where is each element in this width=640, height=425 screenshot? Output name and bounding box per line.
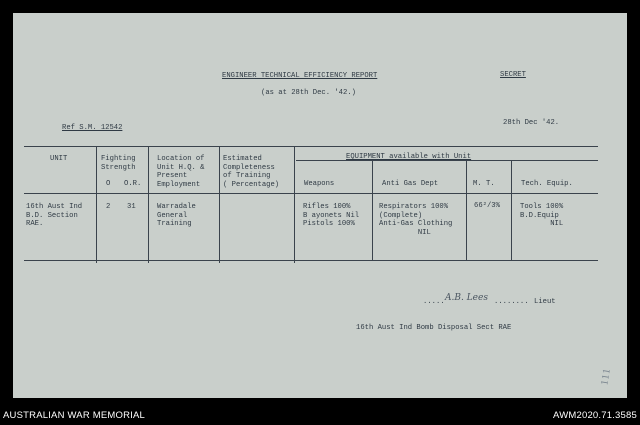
table-top-rule [24,146,598,147]
header-estimated-completeness: Estimated Completeness of Training ( Percentage) [223,155,280,189]
header-fighting-strength: Fighting Strength [101,155,136,172]
header-location: Location of Unit H.Q. & Present Employment [157,155,205,189]
col-divider-1 [96,146,97,263]
footer-institution: AUSTRALIAN WAR MEMORIAL [3,410,146,421]
header-officers: O [106,180,111,188]
col-divider-4 [294,146,295,263]
cell-tech-equip: Tools 100% B.D.Equip NIL [520,203,564,229]
report-date: 28th Dec '42. [503,119,560,127]
col-divider-5 [372,160,373,260]
header-equipment: EQUIPMENT available with Unit [346,153,472,161]
cell-location: Warradale General Training [157,203,196,229]
col-divider-6 [466,160,467,260]
table-bottom-rule [24,260,598,261]
col-divider-2 [148,146,149,263]
cell-other-ranks: 31 [127,203,136,211]
report-title: ENGINEER TECHNICAL EFFICIENCY REPORT [222,72,378,80]
classification-label: SECRET [500,71,526,79]
col-divider-7 [511,160,512,260]
signature-unit: 16th Aust Ind Bomb Disposal Sect RAE [356,324,512,332]
cell-mt: 66²/3% [474,202,500,210]
col-divider-3 [219,146,220,263]
header-mt: M. T. [473,180,495,188]
signature-leader-left: ..... [423,298,445,306]
header-anti-gas: Anti Gas Dept [382,180,439,188]
signature-leader-right: ........ [494,298,529,306]
footer-accession-number: AWM2020.71.3585 [553,410,637,421]
header-other-ranks: O.R. [124,180,142,188]
cell-officers: 2 [106,203,111,211]
cell-unit: 16th Aust Ind B.D. Section RAE. [26,203,83,229]
reference-number: Ref S.M. 12542 [62,124,123,132]
report-date-subtitle: (as at 28th Dec. '42.) [261,89,356,97]
cell-weapons: Rifles 100% B ayonets Nil Pistols 100% [303,203,360,229]
signature-rank: Lieut [534,298,556,306]
page-number-mark: 111 [600,367,614,387]
header-unit: UNIT [50,155,68,163]
cell-anti-gas: Respirators 100% (Complete) Anti-Gas Clothing NIL [379,203,453,237]
header-tech-equip: Tech. Equip. [521,180,573,188]
handwritten-signature: A.B. Lees [445,293,488,303]
header-weapons: Weapons [304,180,335,188]
